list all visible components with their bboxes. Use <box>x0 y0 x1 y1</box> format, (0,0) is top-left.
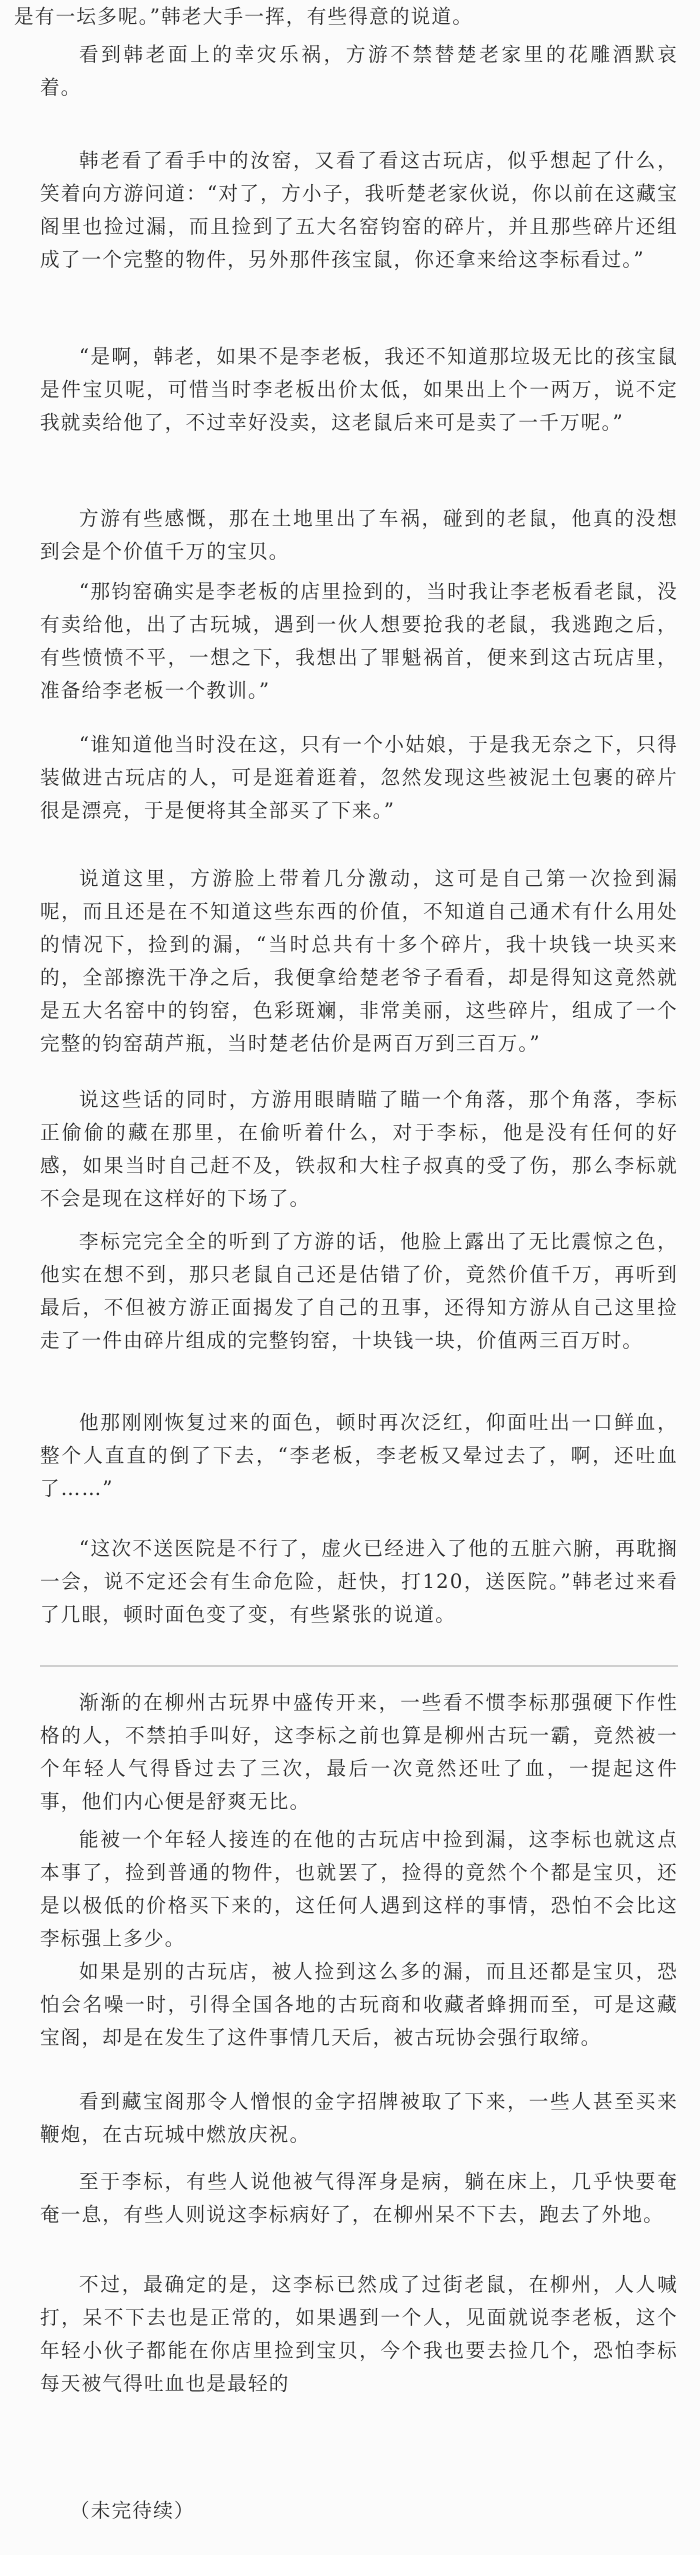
paragraph-1: 是有一坛多呢。”韩老大手一挥，有些得意的说道。 <box>14 5 474 28</box>
paragraph-15: 如果是别的古玩店，被人捡到这么多的漏，而且还都是宝贝，恐怕会名噪一时，引得全国各地的古玩商和收藏者蜂拥而至，可是这藏宝阁，却是在发生了这件事情几天后，被古玩协会强行取缔。 <box>40 1960 678 2049</box>
paragraph-13: 渐渐的在柳州古玩界中盛传开来，一些看不惯李标那强硬下作性格的人，不禁拍手叫好，这李标之前也算是柳州古玩一霸，竟然被一个年轻人气得昏过去了三次，最后一次竟然还吐了血，一提起这件事，他们内心便是舒爽无比。 <box>40 1691 678 1813</box>
paragraph-6: “那钧窑确实是李老板的店里捡到的，当时我让李老板看老鼠，没有卖给他，出了古玩城，遇到一伙人想要抢我的老鼠，我逃跑之后，有些愤愤不平，一想之下，我想出了罪魁祸首，便来到这古玩店里，准备给李老板一个教训。” <box>40 580 678 702</box>
paragraph-3: 韩老看了看手中的汝窑，又看了看这古玩店，似乎想起了什么，笑着向方游问道：“对了，方小子，我听楚老家伙说，你以前在这藏宝阁里也捡过漏，而且捡到了五大名窑钧窑的碎片，并且那些碎片还组成了一个完整的物件，另外那件孩宝鼠，你还拿来给这李标看过。” <box>40 149 678 271</box>
paragraph-16: 看到藏宝阁那令人憎恨的金字招牌被取了下来，一些人甚至买来鞭炮，在古玩城中燃放庆祝。 <box>40 2090 678 2146</box>
paragraph-7: “谁知道他当时没在这，只有一个小姑娘，于是我无奈之下，只得装做进古玩店的人，可是逛着逛着，忽然发现这些被泥土包裹的碎片很是漂亮，于是便将其全部买了下来。” <box>40 733 678 822</box>
paragraph-9: 说这些话的同时，方游用眼睛瞄了瞄一个角落，那个角落，李标正偷偷的藏在那里，在偷听着什么，对于李标，他是没有任何的好感，如果当时自己赶不及，铁叔和大柱子叔真的受了伤，那么李标就不会是现在这样好的下场了。 <box>40 1088 678 1210</box>
paragraph-18: 不过，最确定的是，这李标已然成了过街老鼠，在柳州，人人喊打，呆不下去也是正常的，如果遇到一个人，见面就说李老板，这个年轻小伙子都能在你店里捡到宝贝，今个我也要去捡几个，恐怕李标每天被气得吐血也是最轻的 <box>40 2273 678 2395</box>
paragraph-2: 看到韩老面上的幸灾乐祸，方游不禁替楚老家里的花雕酒默哀着。 <box>40 43 678 99</box>
paragraph-8: 说道这里，方游脸上带着几分激动，这可是自己第一次捡到漏呢，而且还是在不知道这些东西的价值，不知道自己通术有什么用处的情况下，捡到的漏，“当时总共有十多个碎片，我十块钱一块买来的，全部擦洗干净之后，我便拿给楚老爷子看看，却是得知这竟然就是五大名窑中的钧窑，色彩斑斓，非常美丽，这些碎片，组成了一个完整的钧窑葫芦瓶，当时楚老估价是两百万到三百万。” <box>40 867 678 1055</box>
paragraph-17: 至于李标，有些人说他被气得浑身是病，躺在床上，几乎快要奄奄一息，有些人则说这李标病好了，在柳州呆不下去，跑去了外地。 <box>40 2170 678 2226</box>
paragraph-10: 李标完完全全的听到了方游的话，他脸上露出了无比震惊之色，他实在想不到，那只老鼠自己还是估错了价，竟然价值千万，再听到最后，不但被方游正面揭发了自己的丑事，还得知方游从自己这里捡走了一件由碎片组成的完整钧窑，十块钱一块，价值两三百万时。 <box>40 1230 678 1352</box>
paragraph-5: 方游有些感慨，那在土地里出了车祸，碰到的老鼠，他真的没想到会是个价值千万的宝贝。 <box>40 507 678 563</box>
paragraph-12: “这次不送医院是不行了，虚火已经进入了他的五脏六腑，再耽搁一会，说不定还会有生命危险，赶快，打120，送医院。”韩老过来看了几眼，顿时面色变了变，有些紧张的说道。 <box>40 1537 678 1626</box>
paragraph-4: “是啊，韩老，如果不是李老板，我还不知道那垃圾无比的孩宝鼠是件宝贝呢，可惜当时李老板出价太低，如果出上个一两万，说不定我就卖给他了，不过幸好没卖，这老鼠后来可是卖了一千万呢。” <box>40 345 678 434</box>
paragraph-11: 他那刚刚恢复过来的面色，顿时再次泛红，仰面吐出一口鲜血，整个人直直的倒了下去，“李老板，李老板又晕过去了，啊，还吐血了……” <box>40 1411 678 1500</box>
section-divider <box>40 1665 678 1667</box>
paragraph-14: 能被一个年轻人接连的在他的古玩店中捡到漏，这李标也就这点本事了，捡到普通的物件，也就罢了，捡得的竟然个个都是宝贝，还是以极低的价格买下来的，这任何人遇到这样的事情，恐怕不会比这李标强上多少。 <box>40 1828 678 1950</box>
to-be-continued-note: （未完待续） <box>70 2499 195 2522</box>
